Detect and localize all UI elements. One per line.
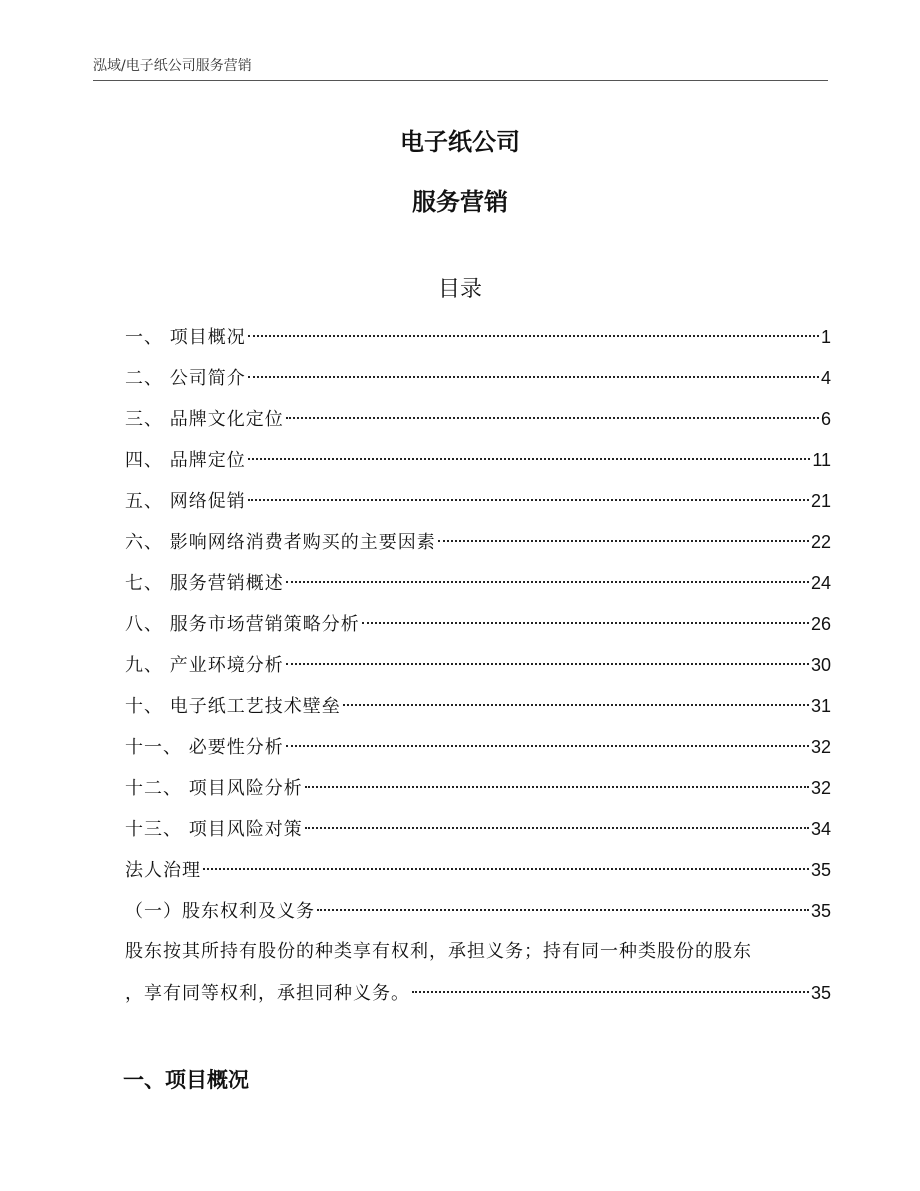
toc-leader-dots <box>412 991 809 993</box>
toc-entry-label: 八、 服务市场营销策略分析 <box>125 614 360 635</box>
toc-entry-label: 六、 影响网络消费者购买的主要因素 <box>125 532 436 553</box>
toc-entry[interactable] <box>125 525 831 566</box>
section-heading: 一、项目概况 <box>123 1068 249 1092</box>
toc-entry-page: 31 <box>810 696 831 716</box>
toc-entry[interactable] <box>125 402 831 443</box>
document-title: 电子纸公司 <box>400 128 520 156</box>
toc-leader-dots <box>248 458 811 460</box>
toc-entry-page: 35 <box>810 901 831 921</box>
toc-entry-label: 十一、 必要性分析 <box>125 737 284 758</box>
toc-entry-page: 32 <box>810 778 831 798</box>
toc-entry-label: 二、 公司简介 <box>125 368 246 389</box>
toc-wrapped-entry-line1[interactable]: 股东按其所持有股份的种类享有权利，承担义务；持有同一种类股份的股东 <box>125 941 752 962</box>
toc-leader-dots <box>248 335 819 337</box>
toc-entry-page: 1 <box>820 327 831 347</box>
toc-entry-label: 十二、 项目风险分析 <box>125 778 303 799</box>
toc-entry-label: （一）股东权利及义务 <box>125 901 315 922</box>
toc-leader-dots <box>248 376 819 378</box>
toc-entry-label: 七、 服务营销概述 <box>125 573 284 594</box>
toc-entry-label: 一、 项目概况 <box>125 327 246 348</box>
toc-leader-dots <box>286 745 809 747</box>
toc-entry-label: 四、 品牌定位 <box>125 450 246 471</box>
toc-entry[interactable] <box>125 361 831 402</box>
toc-leader-dots <box>438 540 809 542</box>
toc-entry[interactable] <box>125 443 831 484</box>
toc-wrapped-entry-line2: ，享有同等权利，承担同种义务。 <box>125 983 410 1004</box>
toc-leader-dots <box>248 499 809 501</box>
toc-leader-dots <box>203 868 809 870</box>
toc-entry-page: 30 <box>810 655 831 675</box>
toc-entry-page: 4 <box>820 368 831 388</box>
toc-entry[interactable] <box>125 812 831 853</box>
toc-heading: 目录 <box>437 277 482 302</box>
toc-leader-dots <box>343 704 809 706</box>
toc-entry-page: 6 <box>820 409 831 429</box>
toc-entry-page: 35 <box>810 860 831 880</box>
toc-entry[interactable] <box>125 771 831 812</box>
header-rule <box>93 80 828 81</box>
running-header: 泓域/电子纸公司服务营销 <box>93 58 252 74</box>
toc-leader-dots <box>317 909 809 911</box>
toc-entry[interactable] <box>125 853 831 894</box>
toc-entry[interactable] <box>125 566 831 607</box>
toc-entry[interactable] <box>125 648 831 689</box>
toc-entry-label: 三、 品牌文化定位 <box>125 409 284 430</box>
toc-leader-dots <box>362 622 809 624</box>
toc-entry[interactable] <box>125 689 831 730</box>
toc-leader-dots <box>305 786 809 788</box>
toc-entry-page: 21 <box>810 491 831 511</box>
toc-leader-dots <box>305 827 809 829</box>
toc-leader-dots <box>286 663 809 665</box>
toc-entry-label: 五、 网络促销 <box>125 491 246 512</box>
toc-entry[interactable] <box>125 607 831 648</box>
table-of-contents <box>125 320 831 1017</box>
toc-entry[interactable] <box>125 976 831 1017</box>
toc-entry-page: 35 <box>810 983 831 1003</box>
toc-entry-page: 22 <box>810 532 831 552</box>
toc-entry-label: 十、 电子纸工艺技术壁垒 <box>125 696 341 717</box>
toc-entry[interactable] <box>125 484 831 525</box>
toc-entry-page: 24 <box>810 573 831 593</box>
toc-entry[interactable] <box>125 320 831 361</box>
toc-entry-page: 34 <box>810 819 831 839</box>
toc-entry-page: 32 <box>810 737 831 757</box>
toc-entry-page: 26 <box>810 614 831 634</box>
toc-entry-page: 11 <box>812 450 831 470</box>
toc-entry-label: 九、 产业环境分析 <box>125 655 284 676</box>
toc-entry[interactable] <box>125 894 831 935</box>
toc-leader-dots <box>286 581 809 583</box>
toc-entry-label: 法人治理 <box>125 860 201 881</box>
document-subtitle: 服务营销 <box>412 188 508 216</box>
toc-leader-dots <box>286 417 819 419</box>
toc-entry-label: 十三、 项目风险对策 <box>125 819 303 840</box>
toc-entry[interactable] <box>125 730 831 771</box>
